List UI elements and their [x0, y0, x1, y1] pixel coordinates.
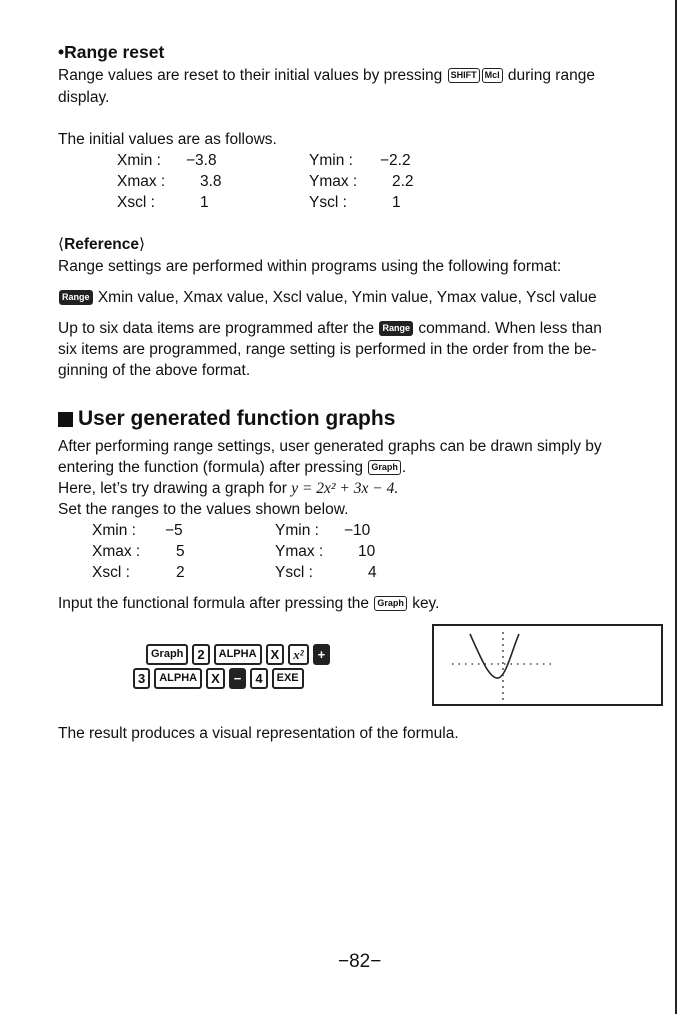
text: during range — [507, 67, 595, 84]
value: 1 — [200, 194, 209, 211]
square-bullet-icon — [58, 412, 73, 427]
ugf-line4: Set the ranges to the values shown below. — [58, 501, 349, 518]
calculator-graph-screen — [432, 624, 663, 706]
value: −2.2 — [380, 152, 411, 169]
key-sequence-row2 — [132, 668, 305, 689]
ugf-line3 — [58, 478, 398, 499]
text: User generated function graphs — [78, 407, 396, 430]
graph-plot — [434, 626, 661, 704]
label: Ymin : — [275, 522, 319, 539]
label: Ymax : — [309, 173, 358, 190]
text: command. When less than — [418, 320, 602, 337]
x-key: X — [206, 668, 225, 689]
ugf-line2 — [58, 457, 406, 478]
range-reset-line2: display. — [58, 89, 110, 106]
three-key: 3 — [133, 668, 150, 689]
x-key: X — [266, 644, 285, 665]
reference-p2-line3: ginning of the above format. — [58, 362, 251, 379]
key-sequence-row1 — [145, 644, 331, 665]
graph-key: Graph — [146, 644, 188, 665]
initial-values-intro: The initial values are as follows. — [58, 131, 277, 148]
bracket: ⟩ — [139, 236, 146, 253]
value: 2.2 — [392, 173, 414, 190]
reference-format — [58, 287, 597, 308]
range-reset-line1 — [58, 65, 595, 86]
text: Up to six data items are programmed after the — [58, 320, 375, 337]
label: Xmax : — [117, 173, 166, 190]
label: Xmax : — [92, 543, 141, 560]
reference-heading — [58, 234, 145, 255]
label: Yscl : — [309, 194, 347, 211]
value: −10 — [344, 522, 371, 539]
label: Xmin : — [92, 522, 136, 539]
two-key: 2 — [192, 644, 209, 665]
page-number: −82− — [338, 951, 382, 972]
range-key: Range — [379, 321, 413, 336]
ugf-heading — [58, 407, 395, 431]
result-text: The result produces a visual representation of the formula. — [58, 725, 459, 742]
reference-p2-line2: six items are programmed, range setting is performed in the order from the be- — [58, 341, 597, 358]
alpha-key: ALPHA — [154, 668, 202, 689]
text: key. — [412, 595, 440, 612]
mcl-key: Mcl — [482, 68, 503, 83]
graph-key: Graph — [374, 596, 407, 611]
ugf-line5 — [58, 593, 439, 614]
value: 4 — [368, 564, 377, 581]
text: Xmin value, Xmax value, Xscl value, Ymin value, Ymax value, Yscl value — [97, 289, 597, 306]
text: Here, let’s try drawing a graph for — [58, 480, 287, 497]
label: Xscl : — [92, 564, 130, 581]
value: −3.8 — [186, 152, 217, 169]
alpha-key: ALPHA — [214, 644, 262, 665]
value: 10 — [358, 543, 376, 560]
x-squared-key: x² — [288, 644, 308, 665]
range-reset-heading: •Range reset — [58, 42, 165, 62]
graph-key: Graph — [368, 460, 401, 475]
label: Yscl : — [275, 564, 313, 581]
text: entering the function (formula) after pressing — [58, 459, 363, 476]
minus-key: − — [229, 668, 247, 689]
label: Ymax : — [275, 543, 324, 560]
bracket: ⟨ — [58, 236, 65, 253]
value: 3.8 — [200, 173, 222, 190]
text: . — [401, 459, 407, 476]
value: −5 — [165, 522, 183, 539]
label: Xmin : — [117, 152, 161, 169]
exe-key: EXE — [272, 668, 304, 689]
value: 1 — [392, 194, 401, 211]
page-edge-rule — [675, 0, 677, 1014]
range-key: Range — [59, 290, 93, 305]
label: Xscl : — [117, 194, 155, 211]
four-key: 4 — [250, 668, 267, 689]
text: Reference — [64, 236, 140, 253]
reference-p2-line1 — [58, 318, 602, 339]
shift-key: SHIFT — [448, 68, 480, 83]
value: 2 — [176, 564, 185, 581]
value: 5 — [176, 543, 185, 560]
text: Range values are reset to their initial values by pressing — [58, 67, 443, 84]
ugf-line1: After performing range settings, user generated graphs can be drawn simply by — [58, 438, 602, 455]
reference-line1: Range settings are performed within programs using the following format: — [58, 258, 562, 275]
formula: y = 2x² + 3x − 4. — [291, 480, 399, 497]
plus-key: + — [313, 644, 331, 665]
parabola-curve — [470, 634, 519, 678]
text: Input the functional formula after pressing the — [58, 595, 370, 612]
label: Ymin : — [309, 152, 353, 169]
